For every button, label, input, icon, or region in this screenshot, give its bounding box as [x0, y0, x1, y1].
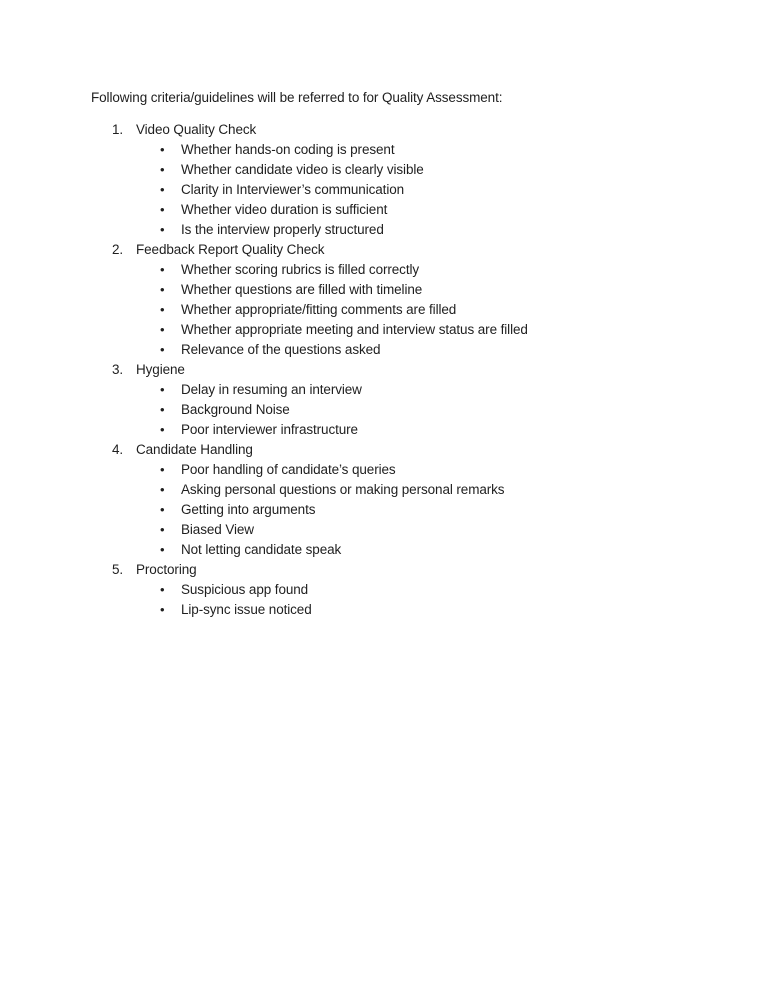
section-title: Proctoring	[136, 562, 197, 577]
criteria-list	[0, 120, 768, 620]
bullet-icon: •	[160, 302, 165, 317]
bullet-list	[0, 380, 768, 440]
bullet-icon: •	[160, 462, 165, 477]
bullet-text: Not letting candidate speak	[181, 542, 342, 557]
bullet-icon: •	[160, 342, 165, 357]
bullet-text: Is the interview properly structured	[181, 222, 384, 237]
bullet-icon: •	[160, 542, 165, 557]
bullet-item	[0, 580, 768, 600]
bullet-icon: •	[160, 162, 165, 177]
bullet-icon: •	[160, 402, 165, 417]
bullet-item	[0, 380, 768, 400]
bullet-text: Suspicious app found	[181, 582, 309, 597]
bullet-icon: •	[160, 282, 165, 297]
bullet-text: Whether candidate video is clearly visible	[181, 162, 424, 177]
bullet-item	[0, 280, 768, 300]
bullet-item	[0, 140, 768, 160]
bullet-item	[0, 500, 768, 520]
bullet-item	[0, 300, 768, 320]
bullet-text: Delay in resuming an interview	[181, 382, 362, 397]
bullet-item	[0, 420, 768, 440]
section-heading	[0, 240, 768, 260]
section-number: 3.	[112, 362, 124, 377]
bullet-icon: •	[160, 502, 165, 517]
section-title: Feedback Report Quality Check	[136, 242, 325, 257]
bullet-item	[0, 540, 768, 560]
section-heading	[0, 440, 768, 460]
bullet-text: Asking personal questions or making personal remarks	[181, 482, 505, 497]
bullet-list	[0, 580, 768, 620]
bullet-text: Whether video duration is sufficient	[181, 202, 388, 217]
bullet-text: Whether questions are filled with timeline	[181, 282, 423, 297]
bullet-text: Whether appropriate meeting and interview status are filled	[181, 322, 528, 337]
bullet-item	[0, 400, 768, 420]
bullet-item	[0, 340, 768, 360]
bullet-item	[0, 200, 768, 220]
bullet-icon: •	[160, 382, 165, 397]
bullet-list	[0, 260, 768, 360]
section-number: 4.	[112, 442, 124, 457]
bullet-text: Relevance of the questions asked	[181, 342, 381, 357]
bullet-text: Biased View	[181, 522, 254, 537]
list-item-section	[0, 240, 768, 360]
bullet-item	[0, 220, 768, 240]
bullet-text: Whether hands-on coding is present	[181, 142, 395, 157]
bullet-icon: •	[160, 602, 165, 617]
bullet-text: Getting into arguments	[181, 502, 316, 517]
list-item-section	[0, 120, 768, 240]
section-number: 5.	[112, 562, 124, 577]
bullet-text: Poor handling of candidate’s queries	[181, 462, 396, 477]
bullet-icon: •	[160, 182, 165, 197]
section-heading	[0, 560, 768, 580]
section-title: Video Quality Check	[136, 122, 257, 137]
list-item-section	[0, 440, 768, 560]
bullet-text: Whether appropriate/fitting comments are filled	[181, 302, 457, 317]
bullet-item	[0, 160, 768, 180]
bullet-item	[0, 460, 768, 480]
bullet-icon: •	[160, 522, 165, 537]
intro-paragraph: Following criteria/guidelines will be referred to for Quality Assessment:	[91, 90, 503, 105]
bullet-icon: •	[160, 142, 165, 157]
bullet-item	[0, 600, 768, 620]
section-number: 1.	[112, 122, 124, 137]
list-item-section	[0, 360, 768, 440]
section-title: Hygiene	[136, 362, 185, 377]
list-item-section	[0, 560, 768, 620]
bullet-text: Poor interviewer infrastructure	[181, 422, 358, 437]
section-title: Candidate Handling	[136, 442, 253, 457]
bullet-icon: •	[160, 422, 165, 437]
bullet-item	[0, 260, 768, 280]
bullet-list	[0, 140, 768, 240]
bullet-icon: •	[160, 202, 165, 217]
bullet-icon: •	[160, 322, 165, 337]
bullet-icon: •	[160, 482, 165, 497]
bullet-icon: •	[160, 582, 165, 597]
bullet-text: Background Noise	[181, 402, 290, 417]
bullet-icon: •	[160, 262, 165, 277]
section-heading	[0, 120, 768, 140]
bullet-item	[0, 480, 768, 500]
bullet-item	[0, 180, 768, 200]
bullet-text: Clarity in Interviewer’s communication	[181, 182, 405, 197]
section-heading	[0, 360, 768, 380]
bullet-list	[0, 460, 768, 560]
bullet-icon: •	[160, 222, 165, 237]
section-number: 2.	[112, 242, 124, 257]
bullet-item	[0, 320, 768, 340]
bullet-item	[0, 520, 768, 540]
bullet-text: Whether scoring rubrics is filled correctly	[181, 262, 420, 277]
bullet-text: Lip-sync issue noticed	[181, 602, 312, 617]
